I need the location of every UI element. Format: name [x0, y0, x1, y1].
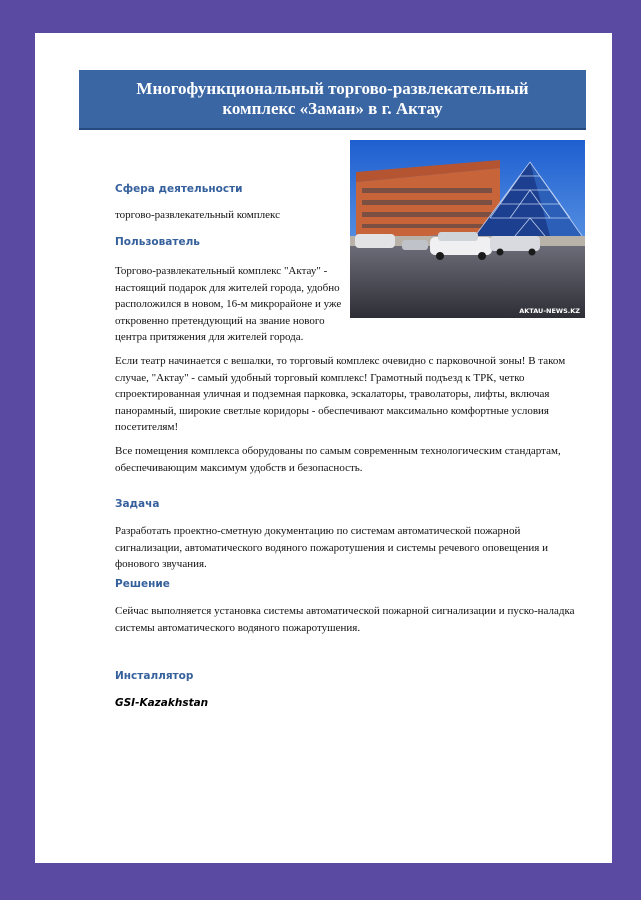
title-banner [79, 70, 586, 130]
document-page [35, 33, 612, 863]
solution-text [115, 603, 575, 636]
text-line: системы автоматического водяного пожаротушения. [115, 621, 361, 634]
text-line: случае, "Актау" - самый удобный торговый комплекс! Грамотный подъезд к ТРК, четко [115, 371, 525, 384]
text-line: обеспечивающим максимум удобств и безопасность. [115, 461, 363, 474]
activity-heading: Сфера деятельности [115, 183, 243, 195]
user-paragraph-3 [115, 443, 561, 476]
building-photo [350, 140, 585, 318]
text-line: настоящий подарок для жителей города, удобно [115, 281, 340, 294]
text-line: центра притяжения для жителей города. [115, 331, 304, 343]
text-line: фонового звучания. [115, 558, 207, 570]
text-line: Торгово-развлекательный комплекс "Актау" - [115, 265, 328, 277]
title-line-1: Многофункциональный торгово-развлекательный [136, 79, 529, 98]
title-line-2: комплекс «Заман» в г. Актау [222, 99, 443, 118]
text-line: сигнализации, автоматического водяного пожаротушения и системы речевого оповещения и [115, 541, 548, 554]
installer-name: GSI-Kazakhstan [115, 697, 209, 709]
task-text [115, 523, 548, 573]
activity-text: торгово-развлекательный комплекс [115, 209, 280, 221]
solution-heading: Решение [115, 578, 170, 590]
text-line: Разработать проектно-сметную документацию по системам автоматической пожарной [115, 525, 521, 537]
user-heading: Пользователь [115, 236, 200, 248]
installer-heading: Инсталлятор [115, 670, 194, 682]
text-line: Если театр начинается с вешалки, то торговый комплекс очевидно с парковочной зоны! В таком [115, 355, 566, 367]
text-line: расположился в новом, 16-м микрорайоне и уже [115, 298, 342, 310]
task-heading: Задача [115, 498, 160, 510]
user-paragraph-2 [115, 353, 565, 436]
text-line: посетителям! [115, 421, 179, 433]
text-line: спроектированная уличная и подземная парковка, эскалаторы, траволаторы, лифты, включая [115, 388, 550, 400]
text-line: Сейчас выполняется установка системы автоматической пожарной сигнализации и пуско-наладка [115, 605, 575, 617]
photo-watermark: AKTAU-NEWS.KZ [519, 307, 580, 315]
user-paragraph-1 [115, 263, 341, 346]
text-line: Все помещения комплекса оборудованы по самым современным технологическим стандартам, [115, 445, 561, 457]
text-line: откровенно претендующий на звание нового [115, 314, 325, 327]
text-line: панорамный, широкие светлые коридоры - обеспечивают максимально комфортные условия [115, 404, 549, 417]
